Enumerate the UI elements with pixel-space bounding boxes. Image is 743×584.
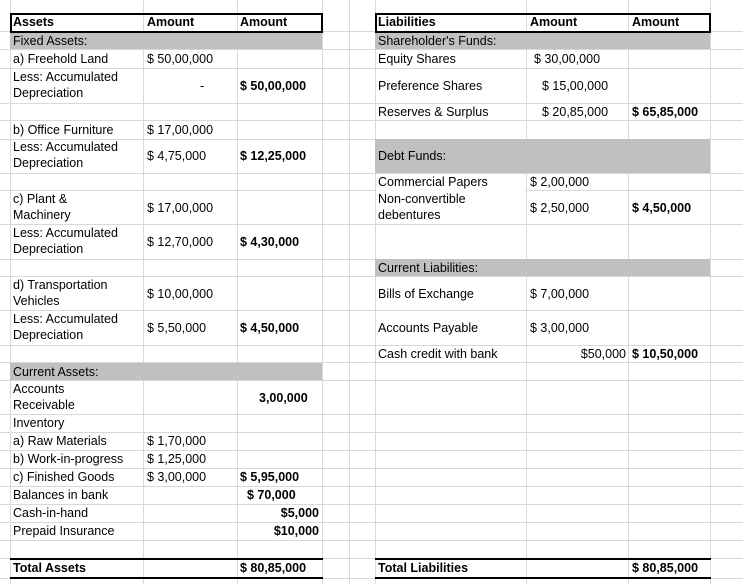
current-liabilities-heading: Current Liabilities: [378,261,479,275]
transport-label: d) Transportation Vehicles [13,278,108,308]
cash-credit-amount: $50,000 [580,347,626,361]
prepaid-insurance-total: $10,000 [273,524,319,538]
less-dep-2-amount: $ 4,75,000 [147,149,207,163]
liabilities-header-label: Liabilities [378,15,436,29]
bills-exchange-label: Bills of Exchange [378,287,474,301]
commercial-papers-amount: $ 2,00,000 [530,175,590,189]
freehold-land-label: a) Freehold Land [13,52,109,66]
cash-credit-total: $ 10,50,000 [632,347,699,361]
total-assets-label: Total Assets [13,561,86,575]
cash-in-hand-total: $5,000 [280,506,319,520]
inventory-label: Inventory [13,416,65,430]
accounts-receivable-label: Accounts Receivable [13,382,75,412]
accounts-payable-label: Accounts Payable [378,321,479,335]
less-dep-2-label: Less: Accumulated Depreciation [13,140,118,170]
less-dep-1-total: $ 50,00,000 [240,79,307,93]
transport-amount: $ 10,00,000 [147,287,214,301]
debentures-total: $ 4,50,000 [632,201,692,215]
less-dep-3-total: $ 4,30,000 [240,235,300,249]
office-furniture-label: b) Office Furniture [13,123,114,137]
office-furniture-amount: $ 17,00,000 [147,123,214,137]
liabilities-amount-header-1: Amount [530,15,578,29]
bills-exchange-amount: $ 7,00,000 [530,287,590,301]
cash-credit-label: Cash credit with bank [378,347,498,361]
plant-machinery-label: c) Plant & Machinery [13,192,71,222]
less-dep-4-total: $ 4,50,000 [240,321,300,335]
less-dep-1-amount: - [200,79,205,93]
less-dep-3-label: Less: Accumulated Depreciation [13,226,118,256]
prepaid-insurance-label: Prepaid Insurance [13,524,115,538]
raw-materials-amount: $ 1,70,000 [147,434,207,448]
raw-materials-label: a) Raw Materials [13,434,107,448]
reserves-label: Reserves & Surplus [378,105,489,119]
reserves-amount: $ 20,85,000 [542,105,609,119]
less-dep-1-label: Less: Accumulated Depreciation [13,70,118,100]
less-dep-4-amount: $ 5,50,000 [147,321,207,335]
debentures-amount: $ 2,50,000 [530,201,590,215]
accounts-receivable-total: 3,00,000 [259,391,308,405]
fixed-assets-heading: Fixed Assets: [13,34,88,48]
less-dep-3-amount: $ 12,70,000 [147,235,214,249]
assets-amount-header-1: Amount [147,15,195,29]
less-dep-4-label: Less: Accumulated Depreciation [13,312,118,342]
liabilities-amount-header-2: Amount [632,15,680,29]
preference-shares-label: Preference Shares [378,79,483,93]
finished-goods-amount: $ 3,00,000 [147,470,207,484]
assets-header-label: Assets [13,15,54,29]
finished-goods-total: $ 5,95,000 [240,470,300,484]
freehold-land-amount: $ 50,00,000 [147,52,214,66]
balances-bank-total: $ 70,000 [247,488,296,502]
wip-label: b) Work-in-progress [13,452,124,466]
plant-machinery-amount: $ 17,00,000 [147,201,214,215]
equity-shares-amount: $ 30,00,000 [534,52,601,66]
assets-amount-header-2: Amount [240,15,288,29]
total-liabilities-label: Total Liabilities [378,561,469,575]
debt-funds-heading: Debt Funds: [378,149,447,163]
equity-shares-label: Equity Shares [378,52,456,66]
cash-in-hand-label: Cash-in-hand [13,506,89,520]
wip-amount: $ 1,25,000 [147,452,207,466]
total-liabilities-amount: $ 80,85,000 [632,561,699,575]
finished-goods-label: c) Finished Goods [13,470,115,484]
less-dep-2-total: $ 12,25,000 [240,149,307,163]
shareholders-heading: Shareholder's Funds: [378,34,497,48]
accounts-payable-amount: $ 3,00,000 [530,321,590,335]
debentures-label: Non-convertible debentures [378,192,466,222]
balances-bank-label: Balances in bank [13,488,109,502]
reserves-total: $ 65,85,000 [632,105,699,119]
commercial-papers-label: Commercial Papers [378,175,488,189]
current-assets-heading: Current Assets: [13,365,99,379]
total-assets-amount: $ 80,85,000 [240,561,307,575]
preference-shares-amount: $ 15,00,000 [542,79,609,93]
